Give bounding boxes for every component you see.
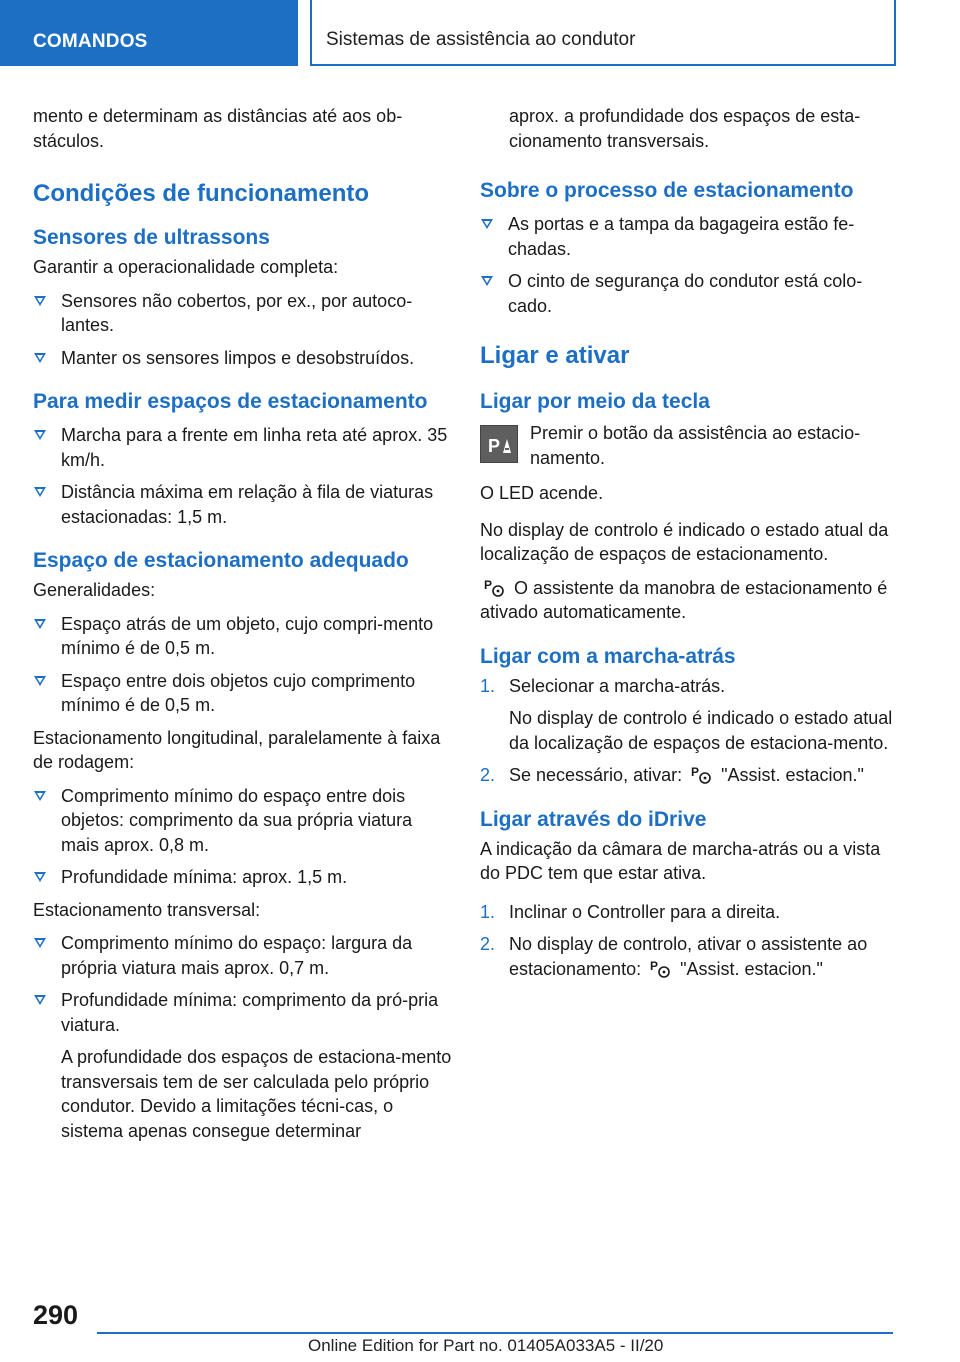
step-note: No display de controlo é indicado o estado atual da localização de espaços de estaciona-mento. [509,708,893,753]
triangle-bullet-icon [34,619,46,629]
parking-assistant-icon [650,957,672,979]
heading-on: Ligar e ativar [480,342,630,369]
sensors-intro: Garantir a operacionalidade completa: [33,257,339,277]
list-item: 1. Inclinar o Controller para a direita. [480,900,894,925]
list-item: Espaço atrás de um objeto, cujo compri-mento mínimo é de 0,5 m. [33,612,453,661]
heading-reverse: Ligar com a marcha-atrás [480,644,736,668]
list-item: As portas e a tampa da bagageira estão fe-chadas. [480,212,894,261]
display-text: No display de controlo é indicado o estado atual da localização de espaços de estacionamento. [480,519,889,564]
list-item: Marcha para a frente em linha reta até aprox. 35 km/h. [33,423,453,472]
triangle-bullet-icon [34,791,46,801]
svg-text:P: P [691,765,700,779]
step-number: 2. [480,934,496,954]
measure-list [33,423,453,529]
list-item: Distância máxima em relação à fila de viaturas estacionadas: 1,5 m. [33,480,453,529]
list-item: 2. Se necessário, ativar: P "Assist. estacion." [480,763,894,788]
assist-text: P O assistente da manobra de estacionamento é ativado automaticamente. [480,577,888,622]
edition-text: Online Edition for Part no. 01405A033A5 - II/20 [308,1336,664,1355]
step-number: 1. [480,901,496,922]
svg-text:P: P [484,577,493,592]
list-item: Manter os sensores limpos e desobstruídos. [33,346,453,371]
transversal-list [33,931,453,1143]
list-item: Sensores não cobertos, por ex., por autoco-lantes. [33,289,453,338]
triangle-bullet-icon [34,938,46,948]
triangle-bullet-icon [34,872,46,882]
heading-sensors: Sensores de ultrassons [33,226,270,249]
transversal-note: A profundidade dos espaços de estaciona-mento transversais tem de ser calculada pelo próprio condutor. Devido a limitações técni-cas, o sistema apenas consegue determinar [61,1047,452,1141]
triangle-bullet-icon [34,995,46,1005]
parking-assist-button-icon [480,425,518,463]
list-item: Comprimento mínimo do espaço: largura da própria viatura mais aprox. 0,7 m. [33,931,453,980]
triangle-bullet-icon [34,676,46,686]
led-text: O LED acende. [480,483,604,503]
right-column [480,104,894,989]
list-item: 2. No display de controlo, ativar o assistente ao estacionamento: P "Assist. estacion." [480,934,868,979]
list-item: Espaço entre dois objetos cujo comprimento mínimo é de 0,5 m. [33,669,453,718]
reverse-steps [480,674,894,788]
parking-assistant-icon [484,576,506,598]
heading-measure: Para medir espaços de estacionamento [33,390,428,413]
continuation-paragraph: aprox. a profundidade dos espaços de esta-cionamento transversais. [509,106,861,151]
step-number: 2. [480,765,496,785]
sensors-list [33,289,453,371]
heading-space: Espaço de estacionamento adequado [33,549,409,572]
section-tab: COMANDOS [0,0,298,66]
longitudinal-list [33,784,453,890]
list-item: 1. Selecionar a marcha-atrás. No display de controlo é indicado o estado atual da localização de espaços de estaciona-mento. [480,674,894,756]
step-number: 1. [480,675,496,696]
heading-button: Ligar por meio da tecla [480,390,710,413]
parking-assistant-icon [691,763,713,785]
svg-text:P: P [488,436,501,456]
triangle-bullet-icon [481,219,493,229]
triangle-bullet-icon [481,276,493,286]
idrive-steps [480,900,894,982]
list-item: Profundidade mínima: aprox. 1,5 m. [33,865,453,890]
transversal-intro: Estacionamento transversal: [33,899,261,920]
general-intro: Generalidades: [33,580,156,600]
list-item: Profundidade mínima: comprimento da pró-pria viatura. A profundidade dos espaços de estaciona-mento transversais tem de ser calculada pelo próprio condutor. Devido a limitações técni-cas, o sistema apenas consegue determinar [33,988,453,1143]
button-text: Premir o botão da assistência ao estacio-namento. [530,423,861,468]
page-header [0,0,960,66]
triangle-bullet-icon [34,353,46,363]
process-list [480,212,894,318]
page-number: 290 [33,1300,79,1330]
list-item: Comprimento mínimo do espaço entre dois objetos: comprimento da sua própria viatura mais aprox. 0,8 m. [33,784,453,858]
general-list [33,612,453,718]
heading-conditions: Condições de funcionamento [33,180,370,207]
longitudinal-intro: Estacionamento longitudinal, paralelamente à faixa de rodagem: [33,727,441,772]
chapter-title: Sistemas de assistência ao condutor [310,0,896,66]
triangle-bullet-icon [34,430,46,440]
triangle-bullet-icon [34,296,46,306]
heading-process: Sobre o processo de estacionamento [480,179,854,202]
idrive-intro: A indicação da câmara de marcha-atrás ou a vista do PDC tem que estar ativa. [480,838,881,883]
svg-text:P: P [650,958,659,973]
left-column [33,104,453,1151]
list-item: O cinto de segurança do condutor está colo-cado. [480,269,894,318]
intro-paragraph: mento e determinam as distâncias até aos ob-stáculos. [33,106,403,151]
triangle-bullet-icon [34,487,46,497]
button-instruction [480,421,894,473]
heading-idrive: Ligar através do iDrive [480,807,707,831]
footer-divider [97,1332,893,1334]
